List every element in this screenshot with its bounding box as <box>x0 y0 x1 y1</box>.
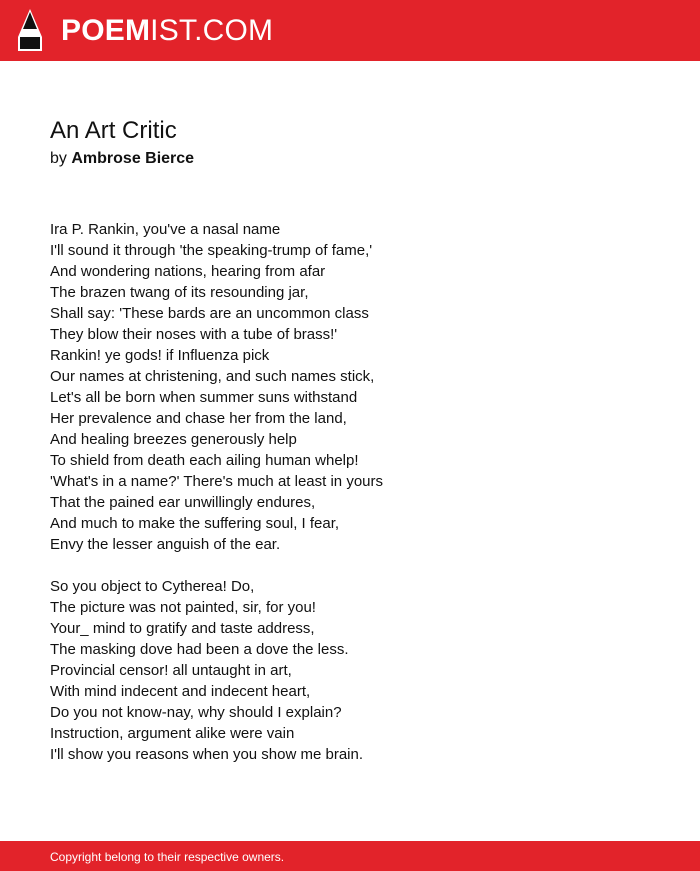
author-name: Ambrose Bierce <box>71 150 195 167</box>
poem-line: To shield from death each ailing human whelp! <box>50 452 359 469</box>
poem-line: And wondering nations, hearing from afar <box>50 263 326 280</box>
poem-body <box>50 219 650 786</box>
poem-line: I'll sound it through 'the speaking-trump of fame,' <box>50 242 373 259</box>
poem-line: Provincial censor! all untaught in art, <box>50 662 292 679</box>
poem-line: Your_ mind to gratify and taste address, <box>50 620 315 637</box>
poem-line: With mind indecent and indecent heart, <box>50 683 311 700</box>
copyright-text: Copyright belong to their respective owners. <box>50 850 285 864</box>
logo-text-light: IST.COM <box>150 14 274 47</box>
stanza <box>50 219 650 555</box>
poem-line: And healing breezes generously help <box>50 431 297 448</box>
byline <box>50 149 194 169</box>
by-label: by <box>50 150 67 167</box>
poem-line: Ira P. Rankin, you've a nasal name <box>50 221 281 238</box>
poem-line: Rankin! ye gods! if Influenza pick <box>50 347 270 364</box>
poem-line: Envy the lesser anguish of the ear. <box>50 536 281 553</box>
poem-line: Our names at christening, and such names stick, <box>50 368 375 385</box>
poem-title: An Art Critic <box>50 117 177 144</box>
pencil-icon <box>18 9 42 51</box>
poem-line: 'What's in a name?' There's much at least in yours <box>50 473 383 490</box>
site-logo[interactable] <box>61 11 273 51</box>
poem-line: The brazen twang of its resounding jar, <box>50 284 309 301</box>
poem-line: So you object to Cytherea! Do, <box>50 578 255 595</box>
stanza <box>50 576 650 765</box>
poem-line: And much to make the suffering soul, I fear, <box>50 515 340 532</box>
poem-line: Instruction, argument alike were vain <box>50 725 295 742</box>
footer-bar <box>0 841 700 871</box>
poem-line: The picture was not painted, sir, for you! <box>50 599 316 616</box>
poem-line: Let's all be born when summer suns withstand <box>50 389 358 406</box>
poem-line: Her prevalence and chase her from the land, <box>50 410 347 427</box>
logo-text-strong: POEM <box>61 14 151 47</box>
header-bar <box>0 0 700 61</box>
poem-line: They blow their noses with a tube of brass!' <box>50 326 338 343</box>
poem-line: Do you not know-nay, why should I explain? <box>50 704 342 721</box>
poem-line: That the pained ear unwillingly endures, <box>50 494 316 511</box>
poem-line: I'll show you reasons when you show me brain. <box>50 746 364 763</box>
poem-line: Shall say: 'These bards are an uncommon class <box>50 305 369 322</box>
poem-line: The masking dove had been a dove the less. <box>50 641 349 658</box>
